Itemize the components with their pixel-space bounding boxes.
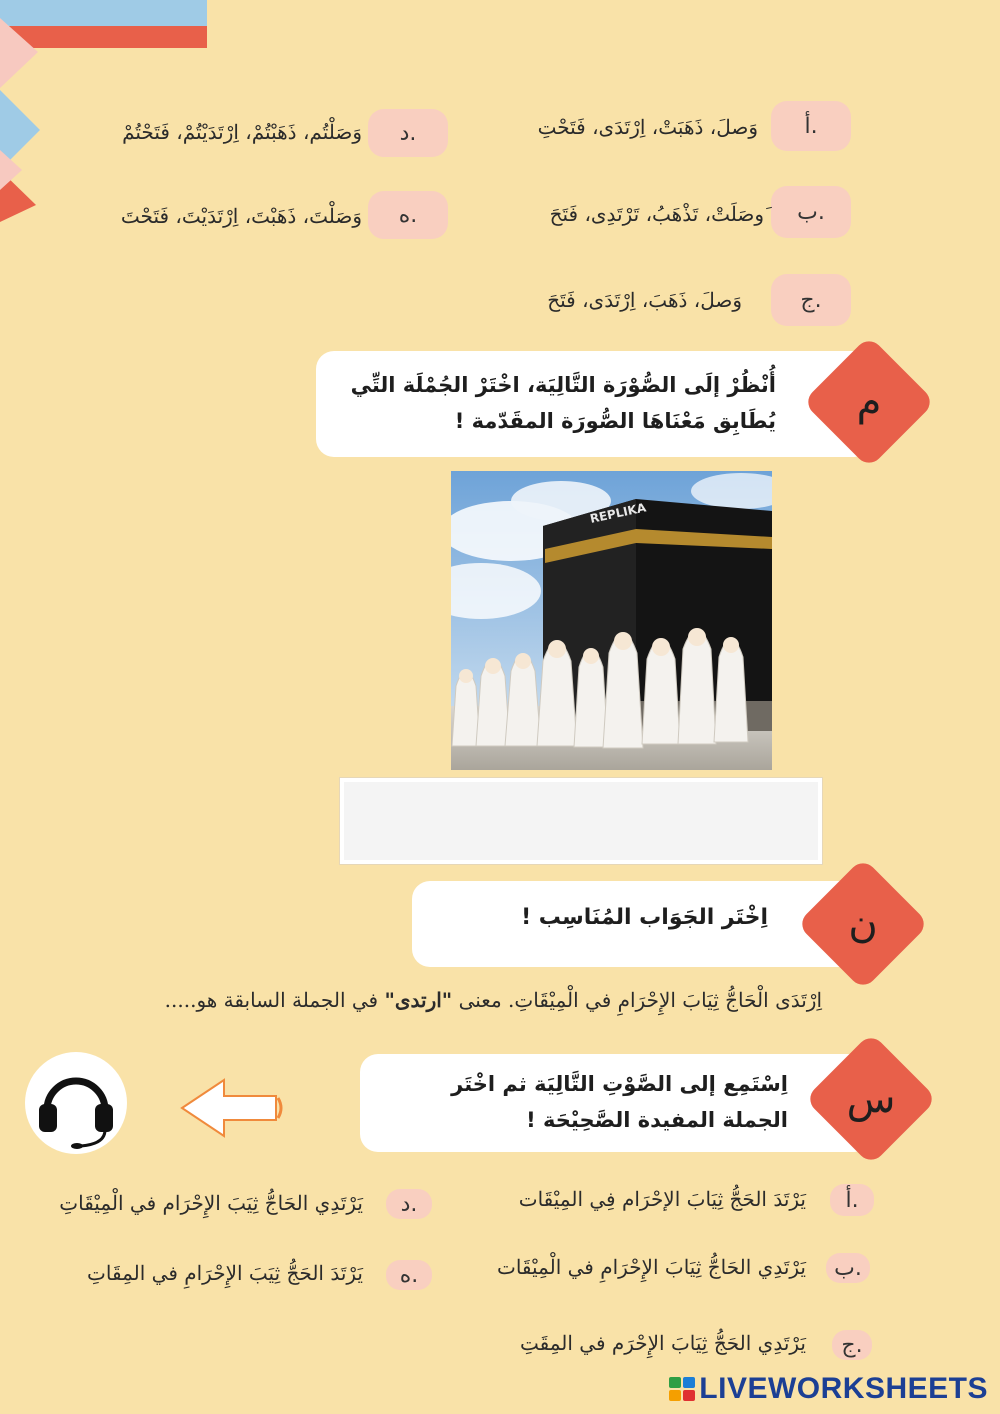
question-n-sentence: [165, 988, 822, 1012]
option2-letter-d[interactable]: [386, 1189, 432, 1219]
option2-letter-b[interactable]: [826, 1253, 870, 1283]
section-letter-m: م: [856, 379, 882, 425]
option2-text-d: يَرْتَدِي الحَاجُّ ثِيَبَ الإِحْرَام في الْمِيْقَاتِ: [59, 1191, 363, 1215]
section-badge-s: [805, 1033, 937, 1165]
question-m-line1: أُنْظُرْ إلَى الصُّوْرَة التَّالِيَة، اخْتَرْ الجُمْلَة التِّي: [350, 373, 776, 397]
option-letter-c[interactable]: [771, 274, 851, 326]
headphones-audio-button[interactable]: [25, 1052, 127, 1154]
option2-text-a: يَرْتَدَ الحَجُّ ثِيَابَ الإحْرَام فِي المِيْقَات: [518, 1187, 806, 1211]
kaaba-photo: [451, 471, 772, 770]
sentence-keyword: "ارتدى": [384, 988, 453, 1012]
option-text-e: وَصَلْتَ، ذَهَبْتَ، اِرْتَدَيْتَ، فَتَحْتَ: [120, 204, 362, 228]
option2-text-c: يَرْتَدِي الحَجُّ ثِيَابَ الإِحْرَم في المِقَتِ: [519, 1331, 806, 1355]
answer-input-box[interactable]: [340, 778, 822, 864]
brand-name: LIVEWORKSHEETS: [699, 1372, 988, 1405]
decor-triangles: [0, 0, 60, 240]
question-n-title: اِخْتَر الجَوَاب المُنَاسِب !: [521, 905, 768, 930]
option2-letter-c[interactable]: [832, 1330, 872, 1360]
question-s-line1: اِسْتَمِع إلى الصَّوْتِ التَّالِيَة ثم اخْتَر: [451, 1072, 788, 1096]
option-letter-label: أ.: [804, 113, 818, 139]
option-letter-label: أ.: [845, 1187, 859, 1213]
option-text-d: وَصَلْتُم، ذَهَبْتُمْ، اِرْتَدَيْتُمْ، فَتَحْتُمْ: [122, 120, 362, 144]
headphones-icon: [25, 1052, 127, 1154]
option-letter-label: ج.: [800, 287, 822, 313]
option-letter-label: ج.: [841, 1332, 863, 1358]
option-text-a: وَصلَ، ذَهَبَتْ، اِرْتَدَى، فَتَحْتِ: [537, 115, 758, 139]
section-badge-n: [797, 858, 929, 990]
option-letter-d[interactable]: [368, 109, 448, 157]
option2-text-e: يَرْتَدَ الحَجُّ ثِيَبَ الإِحْرَامِ في المِقَاتِ: [87, 1261, 363, 1285]
option-letter-a[interactable]: [771, 101, 851, 151]
option-letter-label: ه.: [399, 1262, 419, 1288]
option-letter-e[interactable]: [368, 191, 448, 239]
liveworksheets-logo: [669, 1372, 988, 1406]
option-letter-label: د.: [400, 1191, 418, 1217]
arrow-left-icon: [178, 1076, 290, 1140]
sentence-part2: في الجملة السابقة هو.....: [164, 988, 385, 1012]
section-letter-s: س: [846, 1076, 896, 1122]
option2-letter-a[interactable]: [830, 1184, 874, 1216]
option2-letter-e[interactable]: [386, 1260, 432, 1290]
question-box-m: [316, 351, 872, 457]
option-letter-label: د.: [399, 120, 417, 146]
question-m-line2: يُطَابِق مَعْنَاهَا الصُّورَة المقَدّمة !: [454, 409, 776, 433]
option-text-c: وَصلَ، ذَهَبَ، اِرْتَدَى، فَتَحَ: [547, 288, 742, 312]
replika-sign: REPLIKA: [588, 500, 648, 526]
option-letter-label: ب.: [834, 1255, 862, 1281]
sentence-part1: اِرْتَدَى الْحَاجُّ ثِيَابَ الإِحْرَامِ في الْمِيْقَاتِ. معنى: [452, 988, 822, 1012]
option-letter-label: ب.: [797, 199, 825, 225]
liveworksheets-logo-icon: [669, 1377, 695, 1401]
question-box-s: [360, 1054, 872, 1152]
option-letter-b[interactable]: [771, 186, 851, 238]
section-badge-m: [803, 336, 935, 468]
option2-text-b: يَرْتَدِي الحَاجُّ ثِيَابَ الإِحْرَامِ في الْمِيْقَات: [496, 1255, 806, 1279]
section-letter-n: ن: [848, 901, 878, 947]
question-s-line2: الجملة المفيدة الصَّحِيْحَة !: [526, 1108, 788, 1132]
option-text-b: َوصَلَتْ، تَذْهَبُ، تَرْتَدِى، فَتَحَ: [549, 202, 764, 226]
option-letter-label: ه.: [398, 202, 418, 228]
